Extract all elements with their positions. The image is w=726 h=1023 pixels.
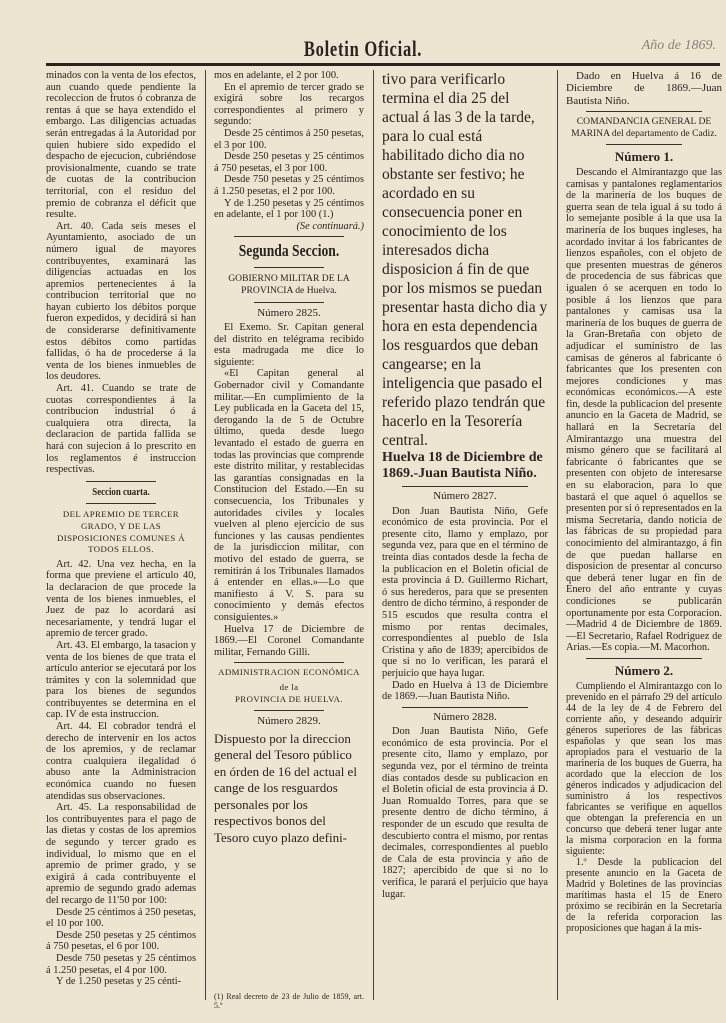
- column-divider: [373, 70, 374, 1000]
- separator: [254, 267, 324, 268]
- separator: [586, 111, 702, 112]
- office-heading: GOBIERNO MILITAR DE LA PROVINCIA de Huelva.: [228, 273, 350, 296]
- large-text-block: Dispuesto por la direccion general del Tesoro público en órden de 16 del actual el cange de los resguardos personales por los respectivos bonos del Tesoro cuyo plazo defini-: [214, 730, 357, 845]
- paragraph: minados con la venta de los efectos, aun cuando quede pendiente la recoleccion de frutos ó cobranza de rentas á que se haya extendido el embargo. Las diligencias actuadas serán entregadas á la Autoridad por quien hubiere sido expedido el despacho de ejecucion, cubriéndose provisionalmente, cuando se trate de cuotas de la contribucion territorial, con el residuo del premio de cobranza el déficit que resulte.: [46, 70, 196, 221]
- column-1: [46, 70, 196, 1010]
- paragraph: Y de 1.250 pesetas y 25 cénti-: [56, 976, 182, 988]
- large-text-block: tivo para verificarlo termina el dia 25 del actual á las 3 de la tarde, para lo cual está habilitado dicho dia no obstante ser festivo; he acordado en su consecuencia poner en conocimiento de los interesados dicha disposicion á fin de que por los mismos se puedan presentar hasta dicho dia y hora en esta dependencia los resguardos que deban cangearse; en la inteligencia que pasado el referido plazo tendrán que hacerlo en la Tesorería central.: [382, 71, 548, 449]
- masthead-year-note: Año de 1869.: [641, 38, 716, 53]
- masthead-rule: [46, 63, 720, 66]
- paragraph: Descando el Almirantazgo que las camisas y pantalones reglamentarios de la marinería de los buques de guerra sean de tela igual á su todo á lo semejante posible á la que usa la marinería de los buques ingleses, ha acordado invitar á los fabricantes de lienzos españoles, con el objeto de que presenten muestras de géneros de procedencia de sus fábricas que igualen ó se acerquen en todo lo posible á los lienzos que para pantalones y camisas usa la marinería de los buques de guerra de la Gran-Bretaña con objeto de adjudicar el suministro de las camisas de géneros al fabricante ó fabricantes que los presenten con mejores condiciones y mas económicas económicos.—A este fin, desde la publicacion del presente anuncio en la Gaceta de Madrid, se hallará en la Secretaría del Almirantazgo una muestra del mismo género que se facilitará al fabricante ó fabricantes que se presenten con objeto de interesarse en su elaboracion, para lo que bastará el que aquel ó aquellos se presenten por si ó representados en la misma Secretaría, dando noticia de las fábricas de su propiedad para conocimiento del almirantazgo, á fin de que puedan hallarse en disposicion de presentar al concurso que deberá tener lugar en fin de Enero del año entrante y cuyas condiciones se publicarán oportunamente por esta Corporacion.—Madrid 4 de Diciembre de 1869.—El Secretario, Rafael Rodriguez de Arias.—Es copia.—M. Macorhon.: [566, 167, 722, 654]
- paragraph: Art. 43. El embargo, la tasacion y venta de los bienes de que trata el artículo anterior se ejecutará por los trámites y con la solemnidad que para los bienes de segundos contribuyentes se determina en el cap. IV de esta instruccion.: [46, 639, 196, 721]
- paragraph: Art. 44. El cobrador tendrá el derecho de intervenir en los actos de los apremios, y de reclamar contra cualquiera ilegalidad ó abuso ante la Administracion económica cuando no fuesen atendidas sus observaciones.: [46, 721, 196, 802]
- office-heading-sub: de la: [279, 681, 299, 692]
- separator: [86, 481, 156, 482]
- column-2: [214, 70, 364, 1010]
- columns: [46, 70, 722, 1010]
- paragraph: Y de 1.250 pesetas y 25 céntimos en adelante, el 1 por 100 (1.): [214, 197, 364, 221]
- continued-note: (Se continuará.): [296, 220, 364, 232]
- paragraph: Art. 40. Cada seis meses el Ayuntamiento, asociado de un número igual de mayores contribuyentes, examinará las diligencias actuadas en los apremios pertenecientes á la contribucion territorial que no hayan cubierto los débitos porque fueron expedidos, y decidirá si han de considerarse definitivamente estos débitos como partidas fallidas, ó ha de procederse á la venta de los bienes inmuebles de los deudores.: [46, 220, 196, 383]
- office-heading: ADMINISTRACION ECONÓMICA: [218, 667, 360, 678]
- separator: [402, 486, 528, 487]
- column-divider: [557, 70, 558, 1000]
- paragraph: Dado en Huelva á 16 de Diciembre de 1869.—Juan Bautista Niño.: [566, 70, 722, 107]
- paragraph: Desde 750 pesetas y 25 céntimos á 1.250 pesetas, el 2 por 100.: [214, 174, 364, 197]
- separator: [254, 710, 324, 711]
- separator: [402, 707, 528, 708]
- notice-number: Número 1.: [614, 149, 674, 165]
- notice-number: Número 2.: [614, 662, 674, 678]
- separator: [254, 302, 324, 303]
- separator: [234, 662, 344, 663]
- masthead: [0, 0, 726, 66]
- paragraph: Desde 750 pesetas y 25 céntimos á 1.250 pesetas, el 4 por 100.: [46, 952, 196, 976]
- paragraph: Desde 25 céntimos á 250 pesetas, el 10 por 100.: [46, 906, 196, 930]
- separator: [586, 658, 702, 659]
- section-title: Segunda Seccion.: [238, 241, 340, 261]
- column-divider: [205, 70, 206, 1000]
- paragraph: Don Juan Bautista Niño, Gefe económico de esta provincia. Por el presente cito, llamo y emplazo, por segunda vez, por el término de treinta dias contados desde su publicacion en el Boletin oficial de esta provincia á D. Juan Romualdo Torres, para que se presente dentro de dicho término, á responder de un escudo que resulta de descubierto contra el mismo, por rentas decimales, correspondientes al pueblo de Cala de esta provincia y año de 1827; apercibido de que si no lo verifica, le parará el perjuicio que haya lugar.: [382, 726, 548, 900]
- paragraph: 1.º Desde la publicacion del presente anuncio en la Gaceta de Madrid y Boletines de las provincias marítimas hasta el 15 de Enero próximo se recibirán en la Secretaría de la referida corporacion las proposiciones que hagan á la mis-: [566, 856, 722, 934]
- section-subheading: DEL APREMIO DE TERCER GRADO, Y DE LAS DISPOSICIONES COMUNES Á TODOS ELLOS.: [57, 509, 185, 555]
- paragraph: mos en adelante, el 2 por 100.: [214, 70, 339, 81]
- paragraph: En el apremio de tercer grado se exigirá sobre los recargos correspondientes al primero y segundo:: [214, 81, 364, 128]
- paragraph: Dado en Huelva á 13 de Diciembre de 1869.—Juan Bautista Niño.: [382, 679, 548, 703]
- paragraph: Desde 250 pesetas y 25 céntimos á 750 pesetas, el 6 por 100.: [46, 929, 196, 953]
- paragraph: Desde 25 céntimos á 250 pesetas, el 3 por 100.: [214, 127, 364, 151]
- section-heading: Seccion cuarta.: [92, 486, 150, 498]
- paragraph: Art. 42. Una vez hecha, en la forma que previene el artículo 40, la declaracion de que procede la venta de los bienes inmuebles, el Juez de paz lo acordará así necesariamente, y tendrá lugar el apremio de tercer grado.: [46, 558, 196, 640]
- separator: [86, 503, 156, 504]
- office-heading: COMANDANCIA GENERAL DE MARINA del departamento de Cadiz.: [571, 116, 717, 139]
- paragraph: Art. 41. Cuando se trate de cuotas correspondientes á la contribucion industrial ó á cualquiera otra directa, la declaracion de partida fallida se hará con sujecion á lo prescrito en los reglamentos é instruccion respectivas.: [46, 383, 196, 476]
- notice-number: Número 2825.: [257, 306, 321, 319]
- footnote: (1) Real decreto de 23 de Julio de 1859, art. 5.º: [214, 992, 364, 1010]
- office-heading-sub: PROVINCIA DE HUELVA.: [235, 693, 343, 704]
- column-3: [382, 70, 548, 1010]
- notice-number: Número 2829.: [257, 715, 321, 728]
- paragraph: «El Capitan general al Gobernador civil y Comandante militar.—En cumplimiento de la Ley publicada en la Gaceta del 15, derogando la de 5 de Octubre último, queda desde luego levantado el estado de guerra en todas las provincias que comprende este distrito militar, y restablecidas las garantías consignadas en la Constitucion del Estado.—En su consecuencia, los Tribunales y autoridades civiles y locales vuelven al pleno ejercicio de sus funciones y las causas pendientes de la jurisdiccion militar, con motivo del estado de guerra, se remitirán á los Tribunales llamados á entender en ellas.»—Lo que manifiesto á V. S. para su conocimiento y demás efectos consiguientes.»: [214, 368, 364, 623]
- notice-number: Número 2827.: [433, 490, 497, 502]
- paragraph: Huelva 17 de Diciembre de 1869.—El Coronel Comandante militar, Fernando Gilli.: [214, 623, 364, 658]
- paragraph: Don Juan Bautista Niño, Gefe económico de esta provincia. Por el presente cito, llamo y emplazo, por segunda vez, para que en el término de treinta dias contados desde la fecha de la publicacion en el Boletin oficial de esta provincia á D. Guillermo Richart, ó sus herederos, para que se presenten dentro de dicho término, á responder de 515 escudos que resulta contra el mismo por rentas decimales, correspondientes al pueblo de Isla Cristina y año de 1839; apercibidos de que si no lo verifican, les parará el perjuicio que haya lugar.: [382, 505, 548, 679]
- notice-number: Número 2828.: [433, 710, 497, 723]
- paragraph: Desde 250 pesetas y 25 céntimos á 750 pesetas, el 3 por 100.: [214, 151, 364, 174]
- column-4: [566, 70, 722, 1010]
- paragraph: El Exemo. Sr. Capitan general del distrito en telégrama recibido esta madrugada me dice lo siguiente:: [214, 322, 364, 368]
- separator: [606, 144, 682, 145]
- separator: [234, 236, 344, 237]
- large-text-date: Huelva 18 de Diciembre de 1869.-Juan Bautista Niño.: [382, 450, 543, 481]
- paragraph: Cumpliendo el Almirantazgo con lo prevenido en el párrafo 29 del artículo 44 de la ley de 4 de Febrero del corriente año, y deseando adquirir géneros superiores de las fábricas españolas y que sean los mas apropiados para el vestuario de la marinería de los buques de Guerra, ha acordado que la eleccion de los géneros indicados y adjudicacion del suministro á los respectivos fabricantes se verifique en aquellos que obtengan la preferencia en un concurso que deberá tener lugar ante la misma corporacion en la forma siguiente:: [566, 680, 722, 857]
- newspaper-title: Boletin Oficial.: [303, 36, 423, 61]
- paragraph: Art. 45. La responsabilidad de los contribuyentes para el pago de las dietas y costas de los apremios de segundo y tercer grado es individual, lo mismo que en el apremio de primer grado, y se exigirá á cada contribuyente el apremio de segundo grado ademas del recargo de 11'50 por 100:: [46, 802, 196, 906]
